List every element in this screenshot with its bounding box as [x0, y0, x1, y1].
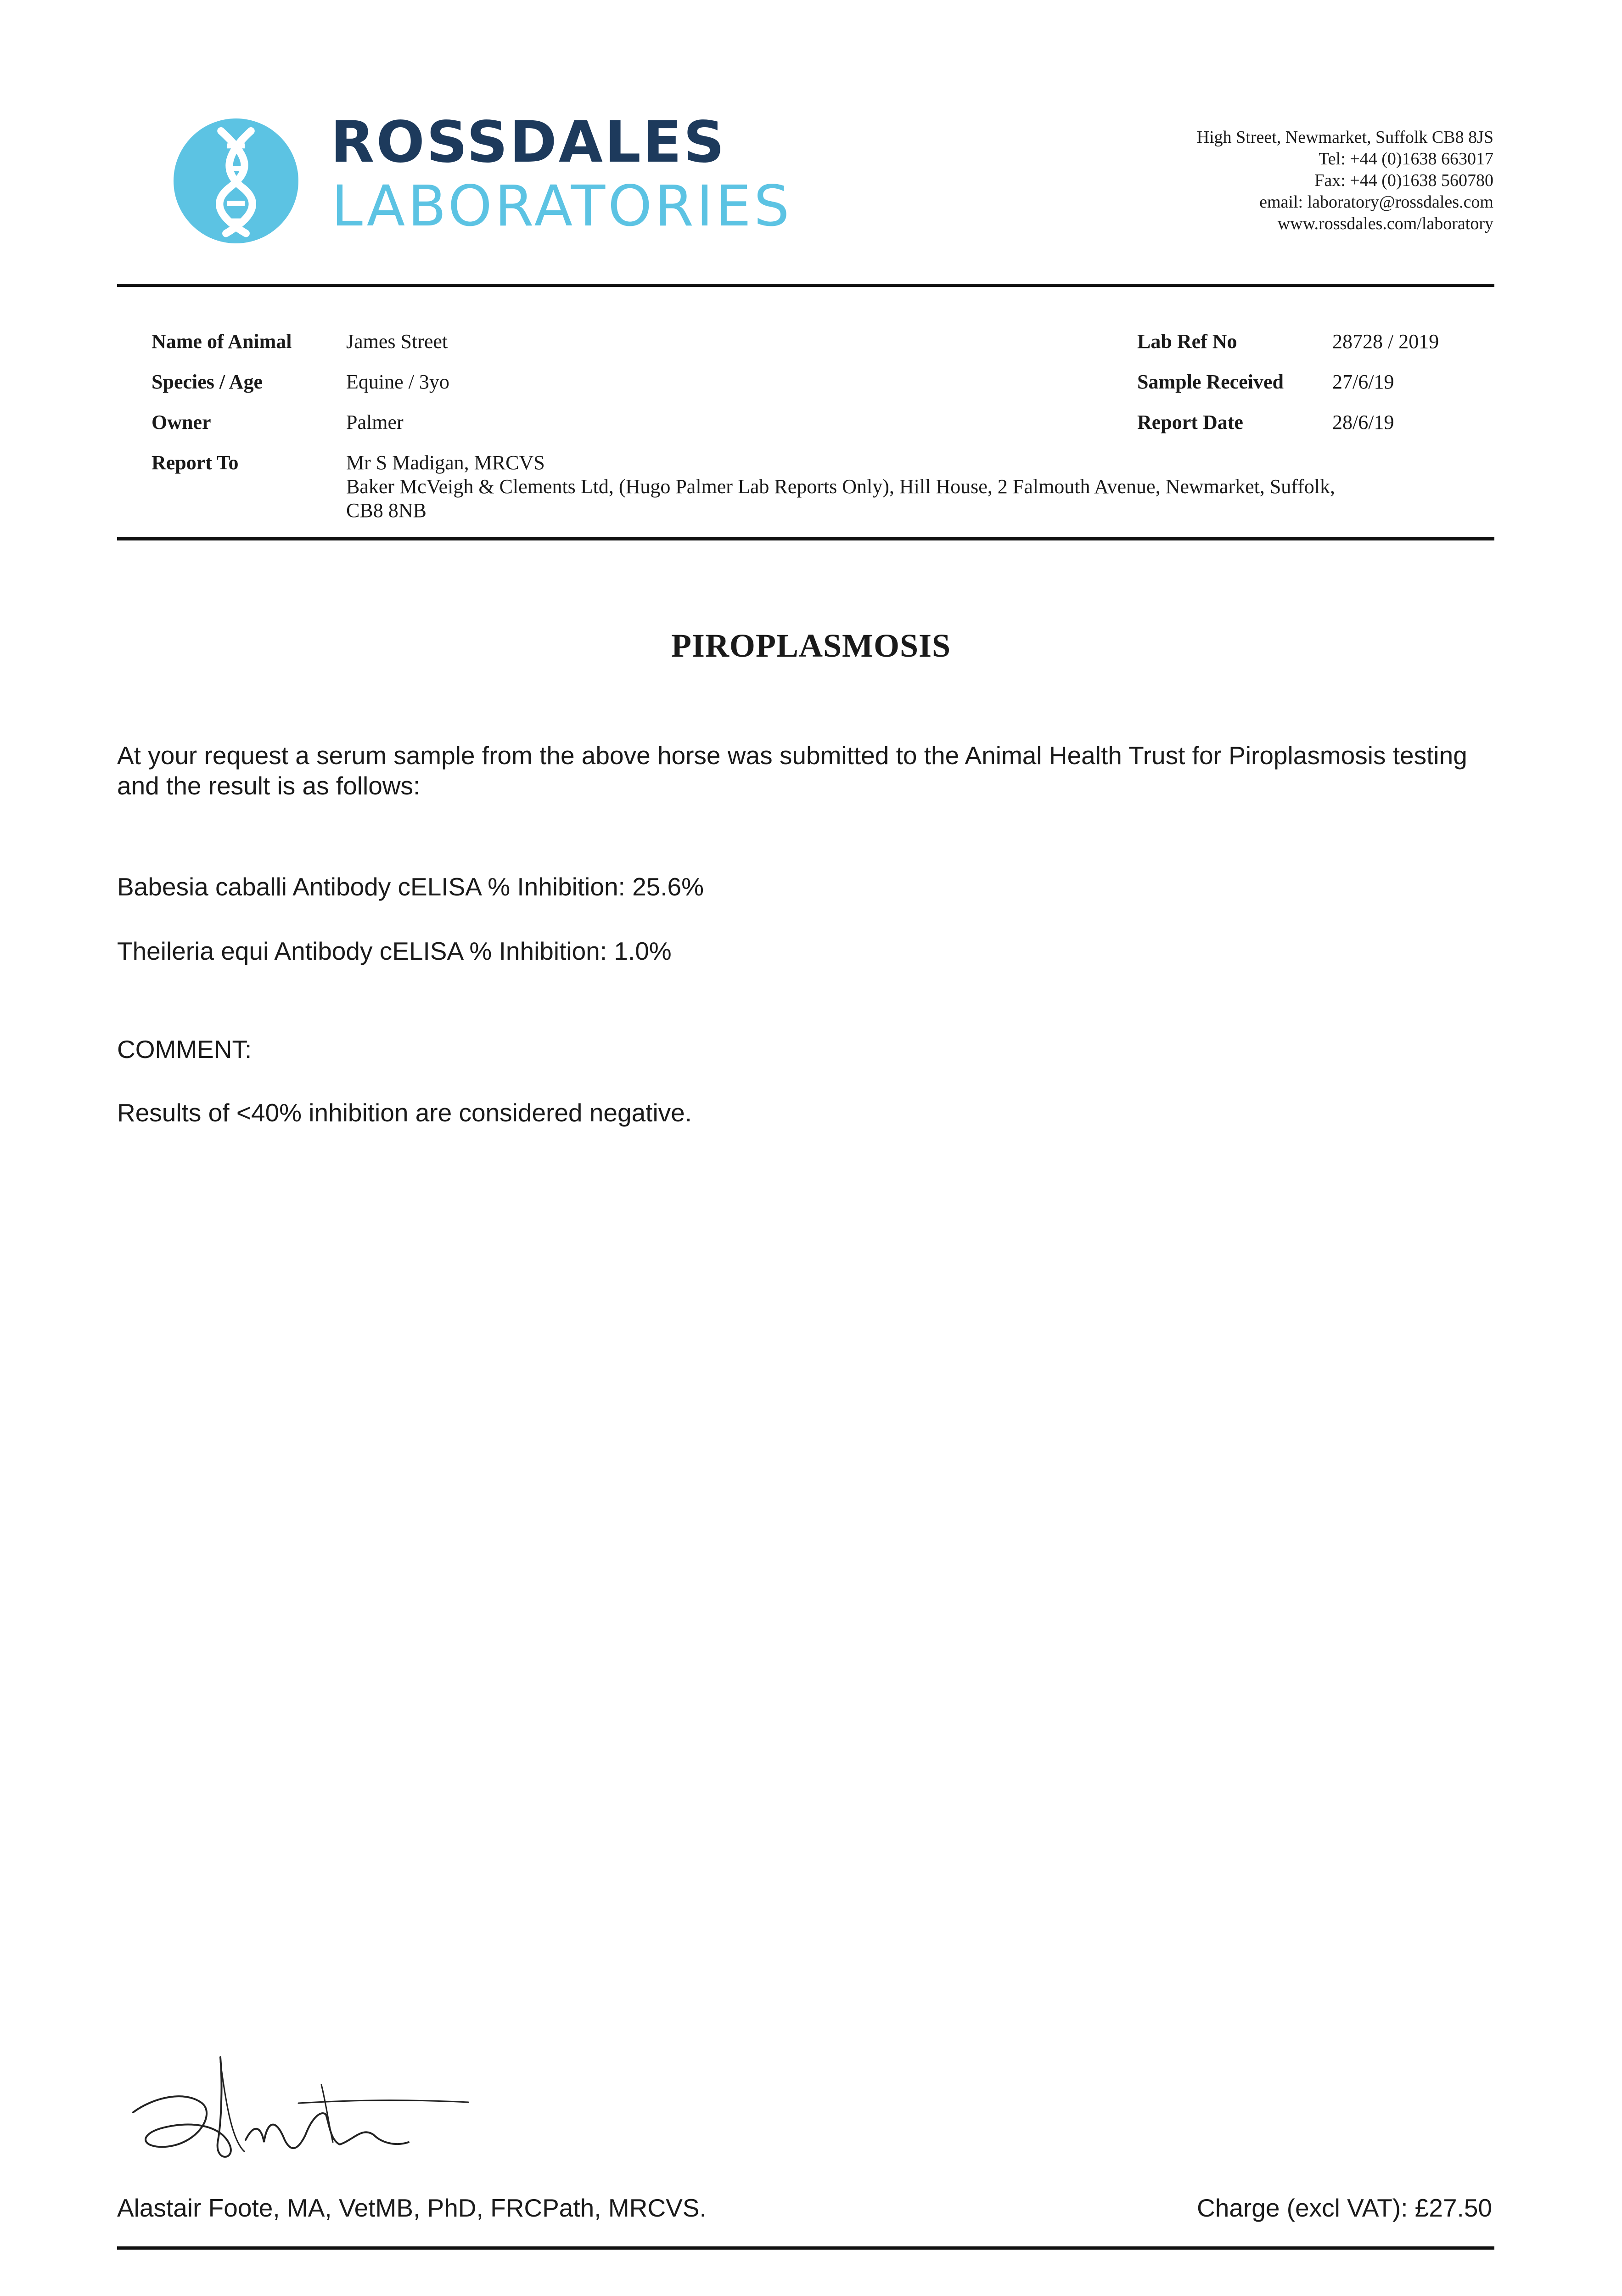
- lab-ref-value: 28728 / 2019: [1332, 330, 1439, 353]
- report-to-value: [346, 451, 1335, 523]
- lab-ref-label: Lab Ref No: [1137, 330, 1237, 353]
- contact-fax: Fax: +44 (0)1638 560780: [1314, 171, 1493, 190]
- contact-address: High Street, Newmarket, Suffolk CB8 8JS: [1196, 128, 1493, 147]
- comment-text: Results of <40% inhibition are considered negative.: [117, 1098, 692, 1127]
- animal-name-label: Name of Animal: [152, 330, 292, 353]
- owner-label: Owner: [152, 411, 211, 433]
- report-to-label: Report To: [152, 451, 239, 474]
- sample-received-value: 27/6/19: [1332, 371, 1394, 393]
- report-to-line-3: CB8 8NB: [346, 499, 427, 522]
- divider-bottom: [117, 2246, 1494, 2250]
- logo-text-primary: ROSSDALES: [331, 109, 726, 175]
- report-to-line-2: Baker McVeigh & Clements Ltd, (Hugo Palmer Lab Reports Only), Hill House, 2 Falmouth Avenue, Newmarket, Suffolk,: [346, 475, 1336, 498]
- signature-image: [124, 2048, 482, 2167]
- contact-website[interactable]: www.rossdales.com/laboratory: [1277, 214, 1493, 233]
- sample-received-label: Sample Received: [1137, 371, 1284, 393]
- result-babesia: Babesia caballi Antibody cELISA % Inhibition: 25.6%: [117, 872, 704, 901]
- report-date-value: 28/6/19: [1332, 411, 1394, 433]
- animal-name-value: James Street: [346, 330, 448, 353]
- owner-value: Palmer: [346, 411, 404, 433]
- report-date-label: Report Date: [1137, 411, 1243, 433]
- report-to-line-1: Mr S Madigan, MRCVS: [346, 451, 545, 474]
- result-theileria: Theileria equi Antibody cELISA % Inhibition: 1.0%: [117, 937, 672, 965]
- charge-text: Charge (excl VAT): £27.50: [1197, 2194, 1492, 2222]
- intro-paragraph: At your request a serum sample from the above horse was submitted to the Animal Health Trust for Piroplasmosis testing and the result is as follows:: [117, 741, 1467, 800]
- divider-top: [117, 284, 1494, 287]
- species-age-value: Equine / 3yo: [346, 371, 449, 393]
- comment-heading: COMMENT:: [117, 1035, 252, 1064]
- species-age-label: Species / Age: [152, 371, 263, 393]
- divider-middle: [117, 537, 1494, 540]
- contact-email[interactable]: email: laboratory@rossdales.com: [1259, 192, 1493, 212]
- contact-block: [1197, 127, 1493, 235]
- logo-text-secondary: LABORATORIES: [331, 174, 792, 239]
- contact-tel: Tel: +44 (0)1638 663017: [1319, 149, 1493, 169]
- report-title: PIROPLASMOSIS: [671, 627, 951, 664]
- signatory-name: Alastair Foote, MA, VetMB, PhD, FRCPath, MRCVS.: [117, 2194, 707, 2222]
- dna-helix-icon: [174, 118, 298, 243]
